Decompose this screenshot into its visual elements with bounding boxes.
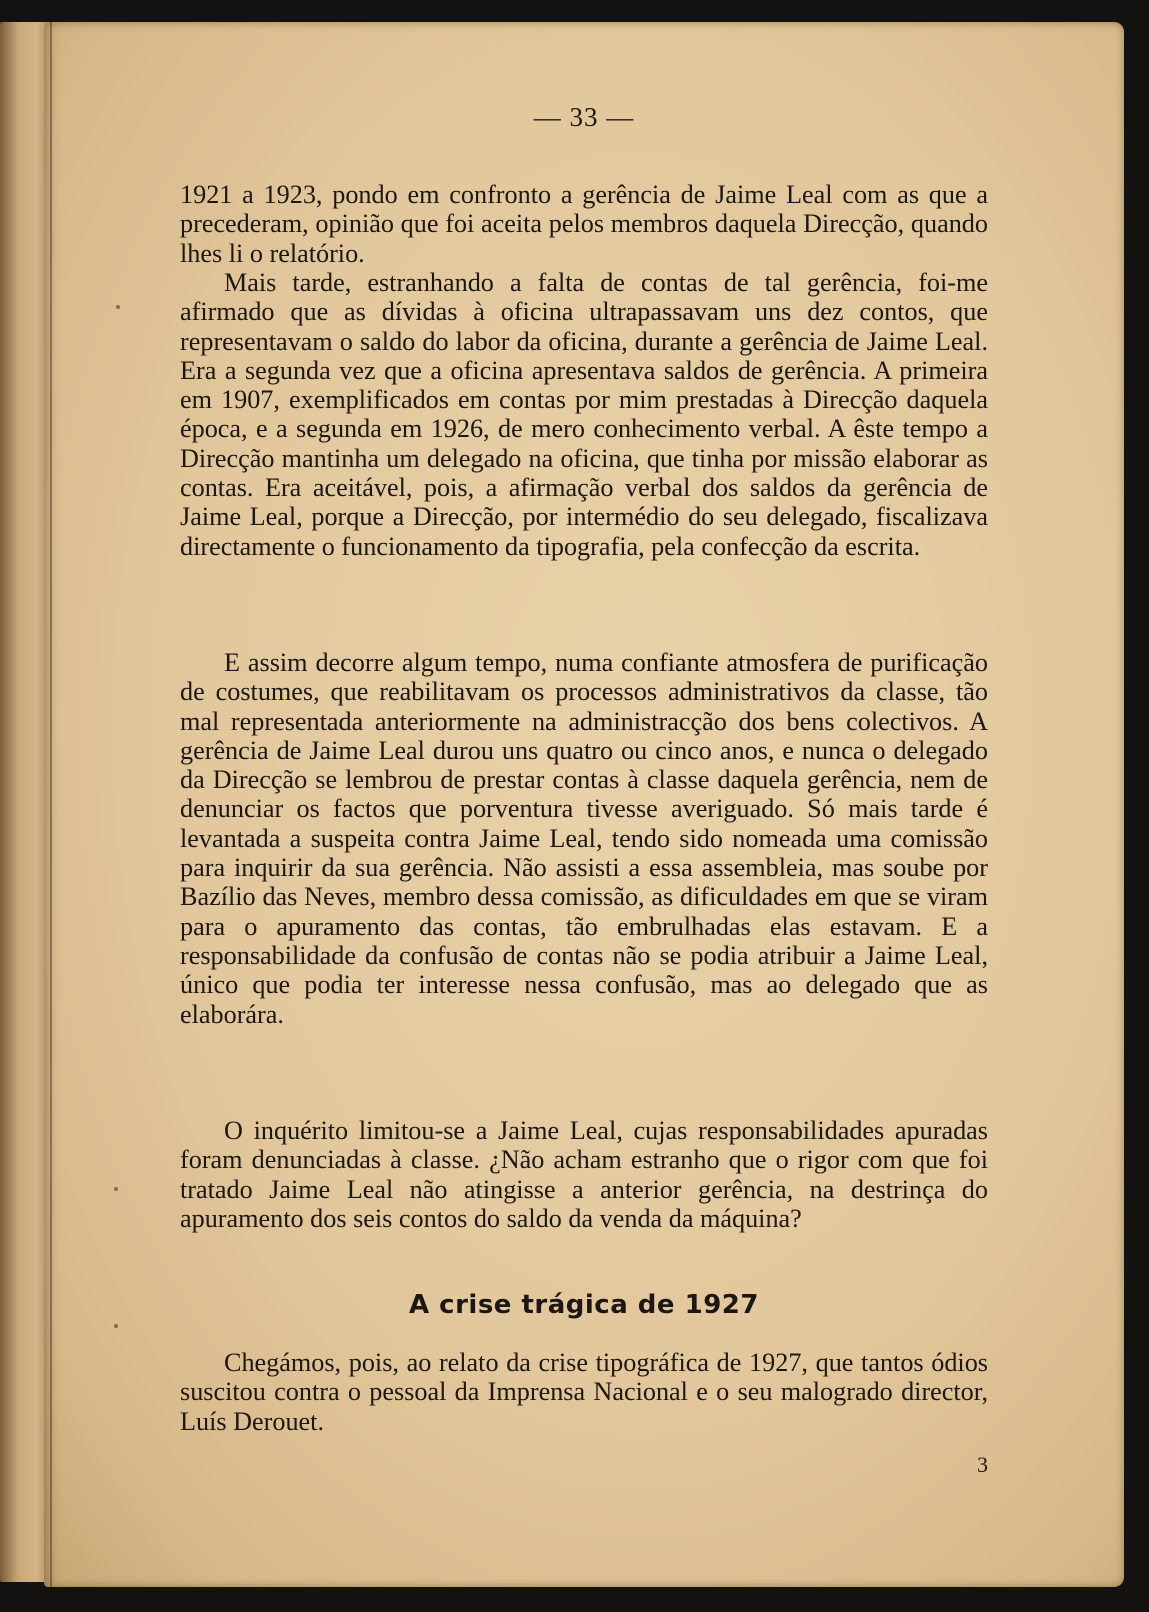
section-heading: A crise trágica de 1927: [409, 1290, 759, 1320]
speck-mark: [116, 305, 120, 309]
paragraph-2: Mais tarde, estranhando a falta de contas de tal gerência, foi-me afirmado que as dívidas à oficina ultrapassavam uns dez contos, que representavam o saldo do labor da oficina, durante a gerência de Jaime Leal. Era a segunda vez que a oficina apresentava saldos de gerência. A primeira em 1907, exemplificados em contas por mim prestadas à Direcção daquela época, e a segunda em 1926, de mero conhecimento verbal. A êste tempo a Direcção mantinha um delegado na oficina, que tinha por missão elaborar as contas. Era aceitável, pois, a afirmação verbal dos saldos da gerência de Jaime Leal, porque a Direcção, por intermédio do seu delegado, fiscalizava directamente o funcionamento da tipografia, pela confecção da escrita.: [180, 268, 988, 561]
paragraph-1: 1921 a 1923, pondo em confronto a gerência de Jaime Leal com as que a precederam, opinião que foi aceita pelos membros daquela Direcção, quando lhes li o relatório.: [180, 180, 988, 268]
page-number: — 33 —: [533, 102, 635, 132]
book-page: [44, 22, 1124, 1587]
speck-mark: [114, 1187, 118, 1191]
paragraph-4: O inquérito limitou-se a Jaime Leal, cujas responsabilidades apuradas foram denunciadas à classe. ¿Não acham estranho que o rigor com que foi tratado Jaime Leal não atingisse a anterior gerência, na destrinça do apuramento dos seis contos do saldo da venda da máquina?: [180, 1116, 988, 1233]
paragraph-3: E assim decorre algum tempo, numa confiante atmosfera de purificação de costumes, que reabilitavam os processos administrativos da classe, tão mal representada anteriormente na administracção dos bens colectivos. A gerência de Jaime Leal durou uns quatro ou cinco anos, e nunca o delegado da Direcção se lembrou de prestar contas à classe daquela gerência, nem de denunciar os factos que porventura tivesse averiguado. Só mais tarde é levantada a suspeita contra Jaime Leal, tendo sido nomeada uma comissão para inquirir da sua gerência. Não assisti a essa assembleia, mas soube por Bazílio das Neves, membro dessa comissão, as dificuldades em que se viram para o apuramento das contas, tão embrulhadas elas estavam. E a responsabilidade da confusão de contas não se podia atribuir a Jaime Leal, único que podia ter interesse nessa confusão, mas ao delegado que as elaborára.: [180, 648, 988, 1029]
signature-mark: 3: [977, 1452, 988, 1477]
speck-mark: [114, 1324, 118, 1328]
section-paragraph: Chegámos, pois, ao relato da crise tipográfica de 1927, que tantos ódios suscitou contra o pessoal da Imprensa Nacional e o seu malogrado director, Luís Derouet.: [180, 1348, 988, 1436]
spine-crease: [50, 22, 52, 1587]
